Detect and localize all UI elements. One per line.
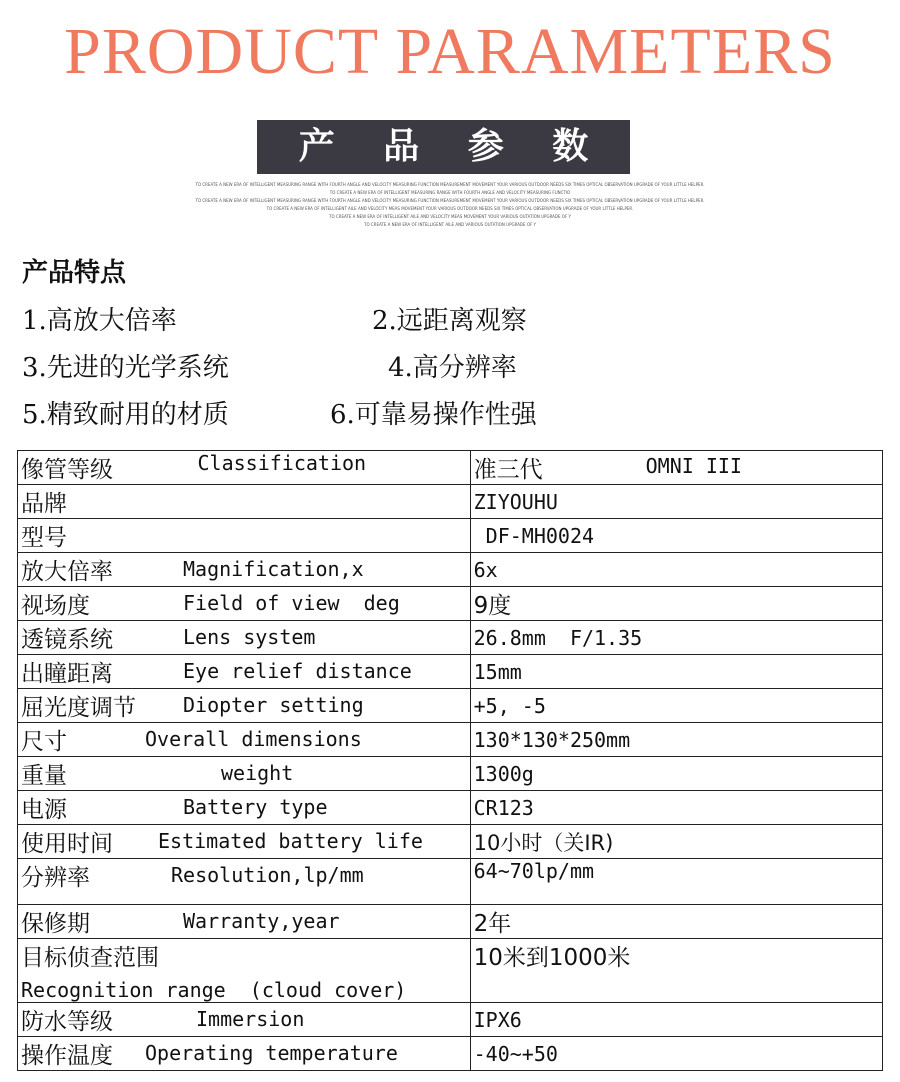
spec-label-cell xyxy=(18,791,471,825)
spec-en-label: Classification xyxy=(197,451,367,475)
spec-cn-label: 透镜系统 xyxy=(21,627,113,653)
fine-print-line: TO CREATE A NEW ERA OF INTELLIGENT AILE AND VELOCITY MEAS MOVEMENT YOUR VARIOUS OUTDOOR NEEDS SIX TIMES OPTICAL OBSERVATION UPGRADE OF YOUR LITTLE HELPER. xyxy=(266,206,634,211)
table-row xyxy=(18,553,883,587)
spec-cn-label: 尺寸 xyxy=(21,729,67,755)
spec-cn-label: 分辨率 xyxy=(21,865,90,891)
spec-en-label: Overall dimensions xyxy=(145,727,362,751)
table-row xyxy=(18,587,883,621)
spec-label-cell xyxy=(18,905,471,939)
spec-value-cell xyxy=(470,791,882,825)
spec-en-label: weight xyxy=(221,761,294,785)
spec-value-cell xyxy=(470,1003,882,1037)
spec-label-cell xyxy=(18,451,471,485)
spec-value-cell xyxy=(470,939,882,1003)
spec-value: ZIYOUHU xyxy=(473,489,558,514)
spec-value-cell xyxy=(470,587,882,621)
spec-en-label: Lens system xyxy=(183,625,316,649)
feature-item: 4.高分辨率 xyxy=(388,353,517,383)
table-row xyxy=(18,1037,883,1071)
table-row xyxy=(18,757,883,791)
feature-item: 1.高放大倍率 xyxy=(22,306,177,336)
spec-en-label: Battery type xyxy=(183,795,328,819)
spec-cn-label: 使用时间 xyxy=(21,831,113,857)
feature-item: 3.先进的光学系统 xyxy=(22,353,229,383)
table-row xyxy=(18,451,883,485)
spec-value: 10米到1000米 xyxy=(473,945,631,971)
spec-value-cell xyxy=(470,451,882,485)
spec-en-label: Resolution,lp/mm xyxy=(171,863,364,887)
spec-label-cell xyxy=(18,859,471,905)
spec-value-cell xyxy=(470,519,882,553)
spec-value-cell xyxy=(470,905,882,939)
spec-value: 64~70lp/mm xyxy=(473,859,595,883)
spec-label-cell xyxy=(18,655,471,689)
chinese-title-banner: 产 品 参 数 xyxy=(257,120,630,174)
spec-value: 15mm xyxy=(473,659,522,684)
fine-print-line: TO CREATE A NEW ERA OF INTELLIGENT AILE AND VARIOUS OUTATION UPGRADE OF Y xyxy=(364,222,536,227)
table-row xyxy=(18,655,883,689)
feature-item: 6.可靠易操作性强 xyxy=(330,400,537,430)
table-row xyxy=(18,485,883,519)
spec-value: +5, -5 xyxy=(473,693,546,718)
spec-en-label: Magnification,x xyxy=(183,557,364,581)
spec-cn-label: 型号 xyxy=(21,525,67,551)
spec-label-cell xyxy=(18,485,471,519)
spec-en-label: Recognition range (cloud cover) xyxy=(21,978,407,1002)
spec-value-cell xyxy=(470,825,882,859)
spec-en-label: Diopter setting xyxy=(183,693,364,717)
spec-en-label: Estimated battery life xyxy=(158,829,423,853)
spec-label-cell xyxy=(18,939,471,1003)
spec-cn-label: 目标侦查范围 xyxy=(21,945,159,971)
fine-print-line: TO CREATE A NEW ERA OF INTELLIGENT MEASURING RANGE WITH FOURTH ANGLE AND VELOCITY MEASURING FUNCTION MEASUREMENT MOVEMENT YOUR VARIOUS OUTDOOR NEEDS SIX TIMES OPTICAL OBSERVATION UPGRADE OF YOUR LITTLE HELPER. xyxy=(195,198,705,203)
spec-value: 130*130*250mm xyxy=(473,727,631,752)
spec-table xyxy=(17,450,883,1071)
spec-cn-label: 保修期 xyxy=(21,911,90,937)
fine-print-line: TO CREATE A NEW ERA OF INTELLIGENT AILE AND VELOCITY MEAS MOVEMENT YOUR VARIOUS OUTATION UPGRADE OF Y xyxy=(329,214,571,219)
spec-en-label: Field of view deg xyxy=(183,591,400,615)
spec-label-cell xyxy=(18,519,471,553)
spec-value-cell xyxy=(470,621,882,655)
spec-value: 2年 xyxy=(473,911,512,937)
table-row xyxy=(18,939,883,1003)
table-row xyxy=(18,519,883,553)
table-row xyxy=(18,1003,883,1037)
spec-cn-label: 出瞳距离 xyxy=(21,661,113,687)
spec-value-cell xyxy=(470,859,882,905)
spec-value-cell xyxy=(470,757,882,791)
fine-print-line: TO CREATE A NEW ERA OF INTELLIGENT MEASURING RANGE WITH FOURTH ANGLE AND VELOCITY MEASURING FUNCTIO xyxy=(329,190,571,195)
spec-value: 6x xyxy=(473,557,498,582)
table-row xyxy=(18,689,883,723)
spec-value-cell xyxy=(470,553,882,587)
spec-cn-label: 屈光度调节 xyxy=(21,695,136,721)
spec-label-cell xyxy=(18,587,471,621)
spec-value: 26.8mm F/1.35 xyxy=(473,625,643,650)
spec-en-label: Warranty,year xyxy=(183,909,340,933)
spec-label-cell xyxy=(18,553,471,587)
features-heading: 产品特点 xyxy=(22,258,127,288)
table-row xyxy=(18,621,883,655)
page-title: PRODUCT PARAMETERS xyxy=(64,15,836,88)
spec-cn-label: 像管等级 xyxy=(21,457,113,483)
fine-print-line: TO CREATE A NEW ERA OF INTELLIGENT MEASURING RANGE WITH FOURTH ANGLE AND VELOCITY MEASURING FUNCTION MEASUREMENT MOVEMENT YOUR VARIOUS OUTDOOR NEEDS SIX TIMES OPTICAL OBSERVATION UPGRADE OF YOUR LITTLE HELPER. xyxy=(195,182,705,187)
spec-label-cell xyxy=(18,825,471,859)
spec-label-cell xyxy=(18,723,471,757)
spec-cn-label: 放大倍率 xyxy=(21,559,113,585)
spec-value: 10小时（关IR) xyxy=(473,830,614,855)
spec-value: CR123 xyxy=(473,795,534,820)
table-row xyxy=(18,791,883,825)
spec-value: 9度 xyxy=(473,593,512,619)
spec-label-cell xyxy=(18,757,471,791)
table-row xyxy=(18,859,883,905)
spec-cn-label: 电源 xyxy=(21,797,67,823)
spec-value-cell xyxy=(470,655,882,689)
feature-item: 5.精致耐用的材质 xyxy=(22,400,229,430)
spec-cn-label: 操作温度 xyxy=(21,1043,113,1069)
spec-en-label: Operating temperature xyxy=(145,1041,398,1065)
table-row xyxy=(18,825,883,859)
spec-cn-label: 视场度 xyxy=(21,593,90,619)
table-row xyxy=(18,723,883,757)
spec-value-cell xyxy=(470,485,882,519)
spec-cn-label: 重量 xyxy=(21,763,67,789)
feature-item: 2.远距离观察 xyxy=(372,306,527,336)
spec-en-label: Immersion xyxy=(196,1007,305,1031)
spec-label-cell xyxy=(18,1037,471,1071)
spec-label-cell xyxy=(18,621,471,655)
spec-label-cell xyxy=(18,1003,471,1037)
spec-value-secondary: OMNI III xyxy=(645,454,742,478)
spec-value-cell xyxy=(470,689,882,723)
spec-cn-label: 品牌 xyxy=(21,491,67,517)
spec-value: 1300g xyxy=(473,761,534,786)
table-row xyxy=(18,905,883,939)
spec-value: DF-MH0024 xyxy=(473,523,595,548)
spec-value: IPX6 xyxy=(473,1007,522,1032)
spec-cn-label: 防水等级 xyxy=(21,1009,113,1035)
spec-en-label: Eye relief distance xyxy=(183,659,412,683)
spec-value: 准三代 xyxy=(473,457,543,483)
spec-value-cell xyxy=(470,723,882,757)
spec-label-cell xyxy=(18,689,471,723)
spec-value-cell xyxy=(470,1037,882,1071)
spec-value: -40~+50 xyxy=(473,1041,558,1066)
